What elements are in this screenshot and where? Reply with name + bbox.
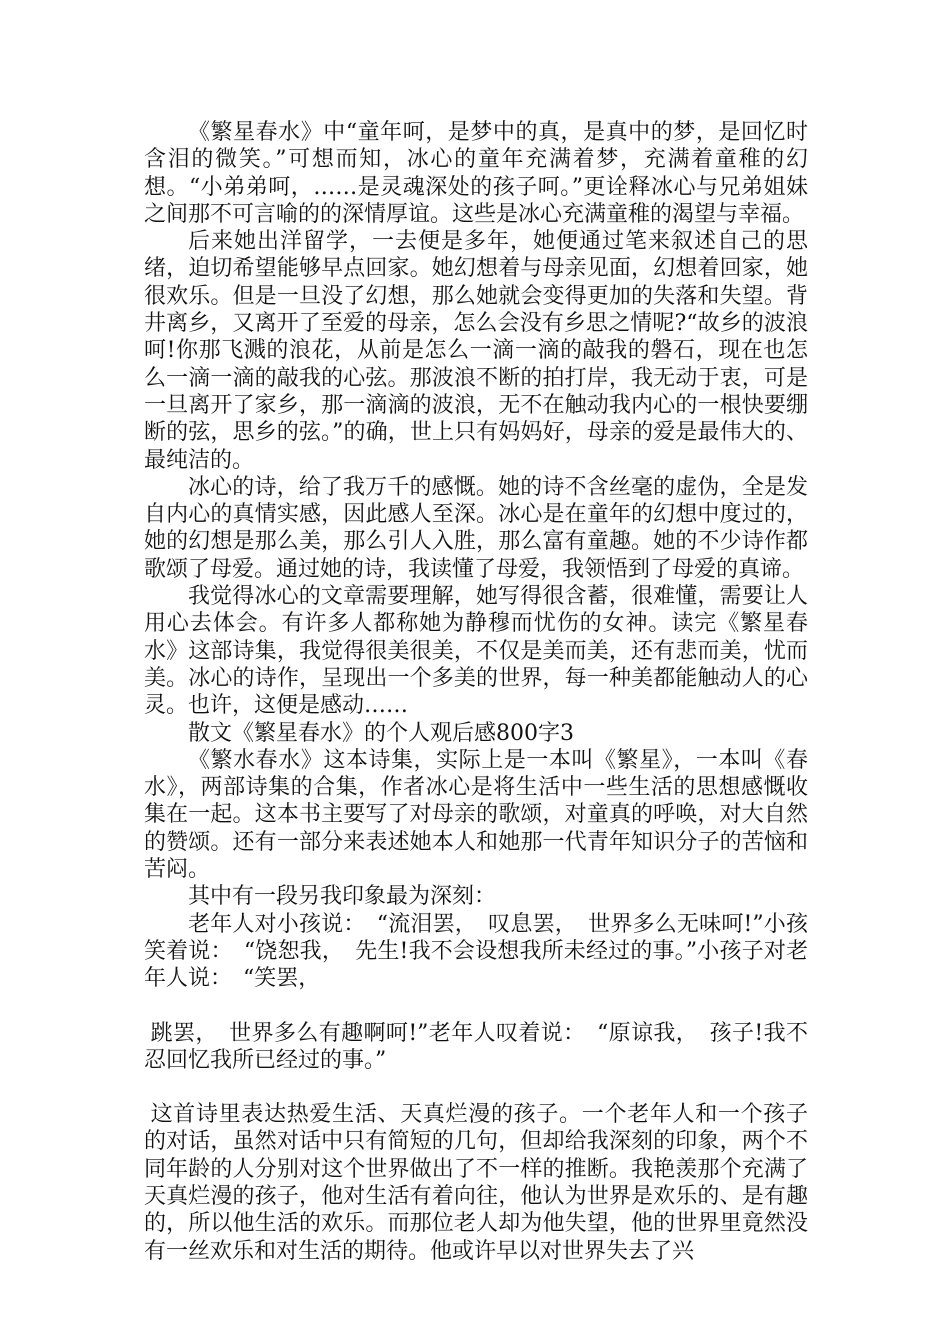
section-heading: 散文《繁星春水》的个人观后感800字3 xyxy=(188,720,574,746)
paragraph-childhood-dream: 《繁星春水》中“童年呵，是梦中的真，是真中的梦，是回忆时含泪的微笑。”可想而知，冰心的童年充满着梦，充满着童稚的幻想。“小弟弟呵，……是灵魂深处的孩子呵。”更诠释冰心与兄弟姐妹之间那不可言喻的的深情厚谊。这些是冰心充满童稚的渴望与幸福。 xyxy=(144,120,808,227)
paragraph-poem-part-2: 跳罢， 世界多么有趣啊呵!”老年人叹着说： “原谅我， 孩子!我不忍回忆我所已经过的事。” xyxy=(144,1020,808,1073)
paragraph-study-abroad: 后来她出洋留学，一去便是多年，她便通过笔来叙述自己的思绪，迫切希望能够早点回家。她幻想着与母亲见面，幻想着回家，她很欢乐。但是一旦没了幻想，那么她就会变得更加的失落和失望。背井离乡，又离开了至爱的母亲，怎么会没有乡思之情呢?“故乡的波浪呵!你那飞溅的浪花，从前是怎么一滴一滴的敲我的磐石，现在也怎么一滴一滴的敲我的心弦。那波浪不断的拍打岸，我无动于衷，可是一旦离开了家乡，那一滴滴的波浪，无不在触动我内心的一根快要绷断的弦，思乡的弦。”的确，世上只有妈妈好，母亲的爱是最伟大的、最纯洁的。 xyxy=(144,229,808,473)
paragraph-understanding: 我觉得冰心的文章需要理解，她写得很含蓄，很难懂，需要让人用心去体会。有许多人都称她为静穆而忧伤的女神。读完《繁星春水》这部诗集，我觉得很美很美，不仅是美而美，还有悲而美，忧而美。冰心的诗作，呈现出一个多美的世界，每一种美都能触动人的心灵。也许，这便是感动…… xyxy=(144,584,808,719)
blank-line xyxy=(144,993,808,1020)
paragraph-collection-intro: 《繁水春水》这本诗集，实际上是一本叫《繁星》，一本叫《春水》，两部诗集的合集，作者冰心是将生活中一些生活的思想感慨收集在一起。这本书主要写了对母亲的歌颂，对童真的呼唤，对大自然的赞颂。还有一部分来表述她本人和她那一代青年知识分子的苦恼和苦闷。 xyxy=(144,747,808,883)
document-body xyxy=(144,119,808,1265)
paragraph-poem-analysis: 这首诗里表达热爱生活、天真烂漫的孩子。一个老年人和一个孩子的对话，虽然对话中只有简短的几句，但却给我深刻的印象，两个不同年龄的人分别对这个世界做出了不一样的推断。我艳羡那个充满了天真烂漫的孩子，他对生活有着向往，他认为世界是欢乐的、是有趣的，所以他生活的欢乐。而那位老人却为他失望，他的世界里竟然没有一丝欢乐和对生活的期待。他或许早以对世界失去了兴 xyxy=(144,1102,808,1264)
paragraph-poem-part-1: 老年人对小孩说： “流泪罢， 叹息罢， 世界多么无味呵!”小孩笑着说： “饶恕我， 先生!我不会设想我所未经过的事。”小孩子对老年人说： “笑罢， xyxy=(144,911,808,992)
paragraph-poetry-emotion: 冰心的诗，给了我万千的感慨。她的诗不含丝毫的虚伪，全是发自内心的真情实感，因此感人至深。冰心是在童年的幻想中度过的，她的幻想是那么美，那么引人入胜，那么富有童趣。她的不少诗作都歌颂了母爱。通过她的诗，我读懂了母爱，我领悟到了母爱的真谛。 xyxy=(144,474,808,582)
paragraph-impression: 其中有一段另我印象最为深刻： xyxy=(188,884,497,910)
blank-line xyxy=(144,1074,808,1101)
